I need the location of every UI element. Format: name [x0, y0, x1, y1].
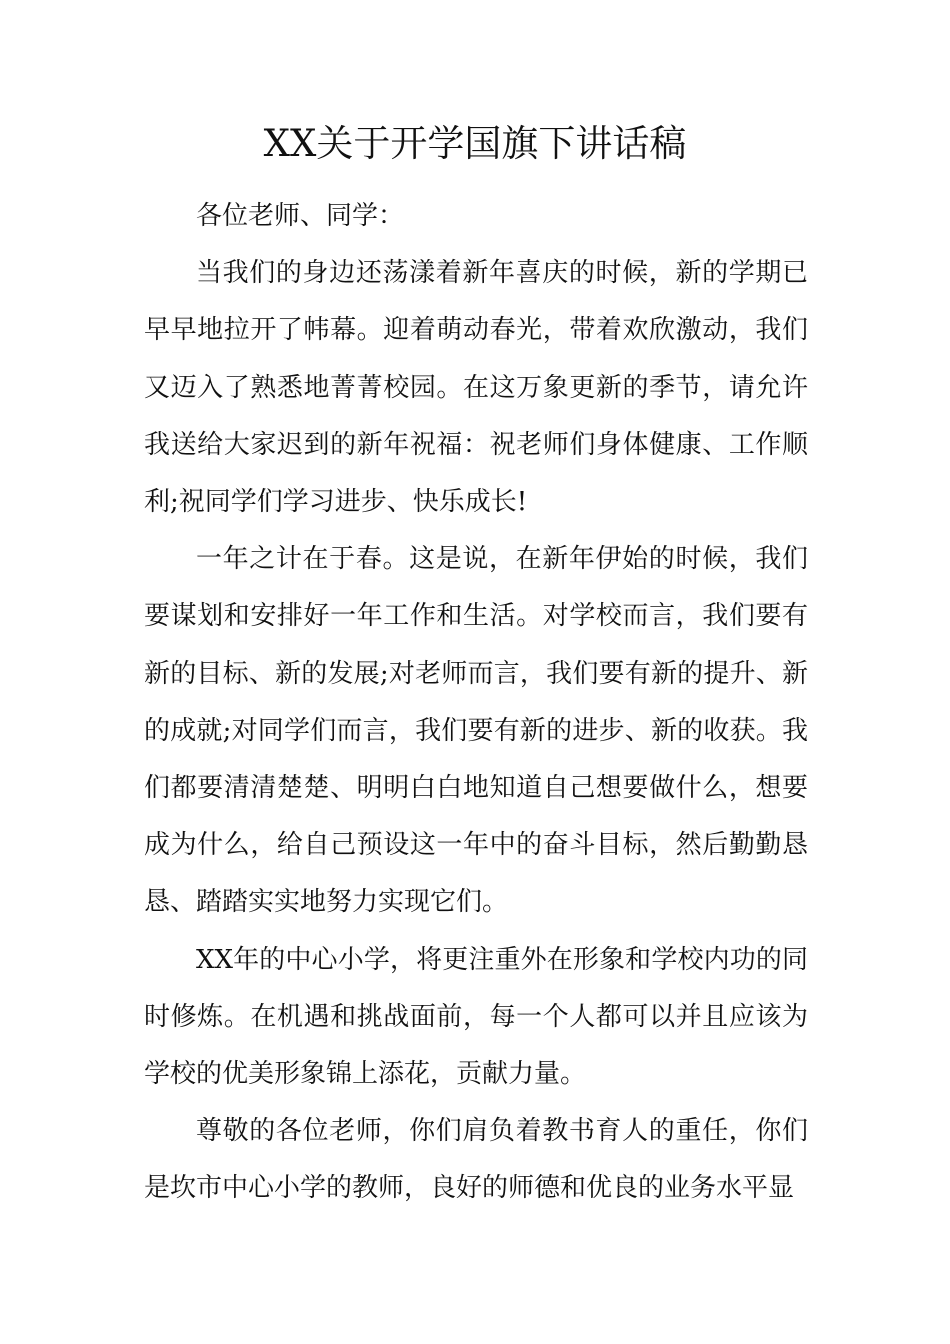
paragraph: 一年之计在于春。这是说，在新年伊始的时候，我们要谋划和安排好一年工作和生活。对学校而言，我们要有新的目标、新的发展;对老师而言，我们要有新的提升、新的成就;对同学们而言，我们要有新的进步、新的收获。我们都要清清楚楚、明明白白地知道自己想要做什么，想要成为什么，给自己预设这一年中的奋斗目标，然后勤勤恳恳、踏踏实实地努力实现它们。 — [144, 544, 808, 918]
document-body — [144, 188, 808, 1218]
paragraph: XX年的中心小学，将更注重外在形象和学校内功的同时修炼。在机遇和挑战面前，每一个人都可以并且应该为学校的优美形象锦上添花，贡献力量。 — [144, 944, 808, 1090]
paragraph-greeting: 各位老师、同学： — [196, 201, 405, 231]
paragraph: 尊敬的各位老师，你们肩负着教书育人的重任，你们是坎市中心小学的教师，良好的师德和优良的业务水平显 — [144, 1116, 808, 1204]
document-title: XX关于开学国旗下讲话稿 — [263, 122, 687, 165]
paragraph: 当我们的身边还荡漾着新年喜庆的时候，新的学期已早早地拉开了帏幕。迎着萌动春光，带着欢欣激动，我们又迈入了熟悉地菁菁校园。在这万象更新的季节，请允许我送给大家迟到的新年祝福：祝老师们身体健康、工作顺利;祝同学们学习进步、快乐成长! — [144, 258, 808, 518]
